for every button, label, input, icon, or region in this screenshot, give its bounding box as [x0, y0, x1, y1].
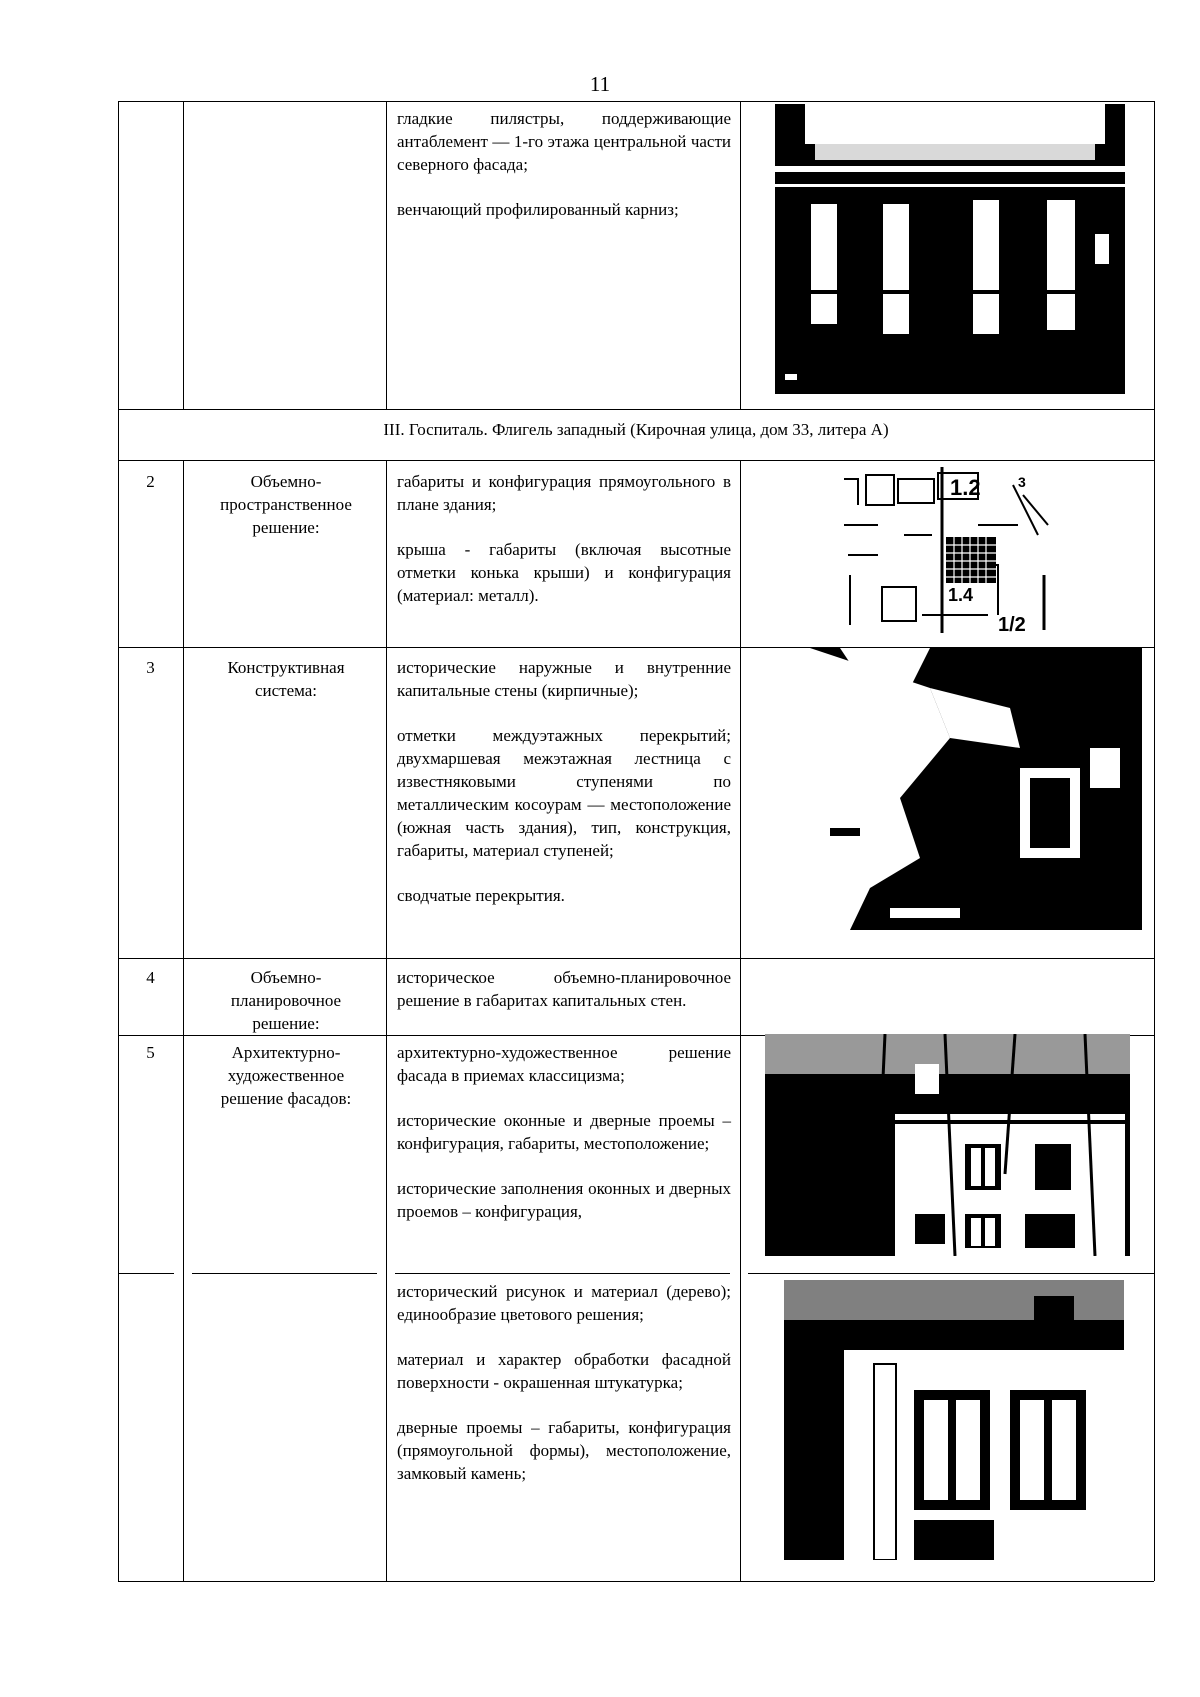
item-text: историческое объемно-планировочное решение в габаритах капитальных стен. — [397, 968, 731, 1010]
item-text: архитектурно-художественное решение фасада в приемах классицизма; — [397, 1043, 731, 1085]
row-number: 2 — [146, 472, 155, 491]
column-divider — [183, 460, 184, 1581]
row-number: 4 — [146, 968, 155, 987]
table-border-left — [118, 101, 119, 1581]
row-divider-partial — [192, 1273, 377, 1274]
photo-facade-windows — [784, 1280, 1124, 1560]
column-divider — [386, 460, 387, 1581]
column-divider — [183, 101, 184, 409]
row-category: Объемно-планировочное решение: — [230, 968, 342, 1033]
row-number: 5 — [146, 1043, 155, 1062]
column-divider — [386, 101, 387, 409]
item-text: сводчатые перекрытия. — [397, 886, 565, 905]
row-1-items — [397, 107, 731, 221]
table-border-right — [1154, 101, 1155, 1581]
plan-label: 1.4 — [948, 585, 974, 605]
section-title: III. Госпиталь. Флигель западный (Кирочная улица, дом 33, литера А) — [383, 420, 889, 439]
item-text: венчающий профилированный карниз; — [397, 200, 679, 219]
row-category: Архитектурно-художественное решение фасадов: — [220, 1043, 352, 1108]
item-text: исторический рисунок и материал (дерево); единообразие цветового решения; — [397, 1282, 731, 1324]
photo-facade-pilasters — [775, 104, 1125, 394]
row-divider — [118, 409, 1154, 410]
plan-label: 1/2 — [998, 614, 1026, 635]
row-divider-partial — [395, 1273, 730, 1274]
row-5-items — [397, 1041, 731, 1223]
row-divider-partial — [118, 1273, 174, 1274]
item-text: исторические наружные и внутренние капитальные стены (кирпичные); — [397, 658, 731, 700]
row-divider — [118, 460, 1154, 461]
plan-label: 1.2 — [950, 475, 981, 500]
column-divider — [740, 101, 741, 409]
row-3-items — [397, 656, 731, 907]
photo-staircase — [810, 648, 1142, 930]
row-divider — [118, 958, 1154, 959]
row-category: Объемно-пространственное решение: — [220, 472, 352, 537]
table-border-top — [118, 101, 1154, 102]
row-2-items — [397, 470, 731, 607]
row-number: 3 — [146, 658, 155, 677]
item-text: отметки междуэтажных перекрытий; двухмаршевая межэтажная лестница с известняковыми ступенями по металлическим косоурам — местоположение (южная часть здания), тип, конструкция, габариты, материал ступеней; — [397, 726, 731, 860]
item-text: гладкие пилястры, поддерживающие антаблемент — 1-го этажа центральной части северного фасада; — [397, 109, 731, 174]
row-category: Конструктивная система: — [227, 658, 345, 700]
item-text: габариты и конфигурация прямоугольного в плане здания; — [397, 472, 731, 514]
row-4-items — [397, 966, 731, 1012]
plan-label: 3 — [1018, 474, 1026, 490]
item-text: дверные проемы – габариты, конфигурация (прямоугольной формы), местоположение, замковый камень; — [397, 1418, 731, 1483]
item-text: материал и характер обработки фасадной поверхности - окрашенная штукатурка; — [397, 1350, 731, 1392]
photo-facade-trees — [765, 1034, 1130, 1256]
table-border-bottom — [118, 1581, 1154, 1582]
item-text: крыша - габариты (включая высотные отметки конька крыши) и конфигурация (материал: металл). — [397, 540, 731, 605]
item-text: исторические заполнения оконных и дверных проемов – конфигурация, — [397, 1179, 731, 1221]
row-6-items — [397, 1280, 731, 1485]
item-text: исторические оконные и дверные проемы – конфигурация, габариты, местоположение; — [397, 1111, 731, 1153]
page-number: 11 — [589, 72, 611, 96]
row-divider-partial — [748, 1273, 1154, 1274]
column-divider — [740, 460, 741, 1581]
site-plan-image — [838, 465, 1056, 635]
